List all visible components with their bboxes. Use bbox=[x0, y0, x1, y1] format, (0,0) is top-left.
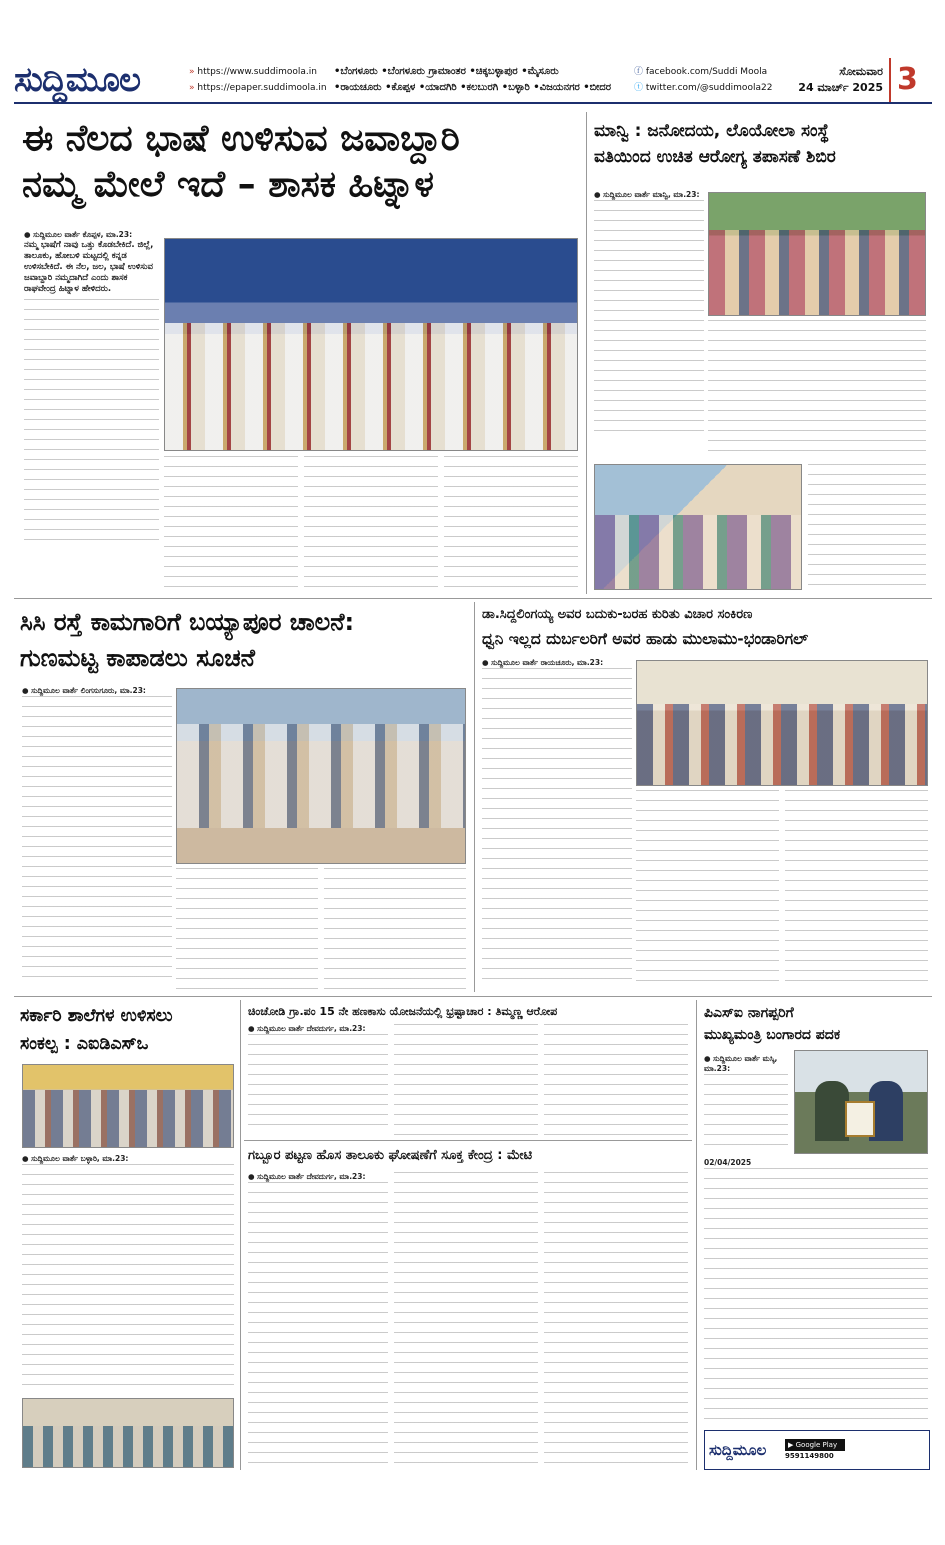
cc-road-byline: ● ಸುದ್ದಿಮೂಲ ವಾರ್ತೆ ಲಿಂಗಸುಗೂರು, ಮಾ.23: bbox=[22, 686, 146, 695]
lead-headline-line1: ಈ ನೆಲದ ಭಾಷೆ ಉಳಿಸುವ ಜವಾಬ್ದಾರಿ bbox=[22, 118, 460, 159]
manvi-byline: ● ಸುದ್ದಿಮೂಲ ವಾರ್ತೆ ಮಾನ್ವಿ, ಮಾ.23: bbox=[594, 190, 700, 199]
manvi-headline bbox=[594, 118, 932, 170]
seminar-byline: ● ಸುದ್ದಿಮೂಲ ವಾರ್ತೆ ರಾಯಚೂರು, ಮಾ.23: bbox=[482, 658, 604, 667]
city-editions bbox=[334, 58, 634, 102]
psi-photo bbox=[794, 1050, 928, 1154]
psi-headline-line1: ಪಿಎಸ್‌ಐ ನಾಗಪ್ಪರಿಗೆ bbox=[704, 1005, 794, 1021]
seminar-body-col1 bbox=[482, 658, 632, 988]
page-number: 3 bbox=[889, 58, 932, 102]
schools-headline bbox=[20, 1002, 236, 1058]
lead-headline-line2: ನಮ್ಮ ಮೇಲೆ ಇದೆ – ಶಾಸಕ ಹಿಟ್ನಾಳ bbox=[22, 164, 434, 205]
chincholi-article bbox=[244, 1000, 692, 1138]
lead-byline: ● ಸುದ್ದಿಮೂಲ ವಾರ್ತೆ ಕೊಪ್ಪಳ, ಮಾ.23: bbox=[24, 230, 133, 239]
psi-article bbox=[700, 1000, 932, 1428]
cc-road-article bbox=[14, 602, 470, 992]
ad-phone: 9591149800 bbox=[785, 1452, 834, 1460]
chincholi-body-cols bbox=[394, 1024, 688, 1136]
seminar-article bbox=[478, 602, 932, 992]
issue-day: ಸೋಮವಾರ bbox=[839, 65, 883, 78]
masthead bbox=[14, 58, 932, 104]
google-play-badge[interactable] bbox=[785, 1439, 845, 1451]
issue-date-text: 24 ಮಾರ್ಚ್ 2025 bbox=[798, 81, 883, 94]
cc-road-photo bbox=[176, 688, 466, 864]
city-list-2: •ರಾಯಚೂರು •ಕೊಪ್ಪಳ •ಯಾದಗಿರಿ •ಕಲಬುರಗಿ •ಬಳ್ಳಾರಿ •ವಿಜಯನಗರ •ಬೀದರ bbox=[334, 82, 611, 93]
psi-body bbox=[704, 1158, 928, 1426]
app-ad[interactable] bbox=[704, 1430, 930, 1470]
seminar-kicker: ಡಾ.ಸಿದ್ದಲಿಂಗಯ್ಯ ಅವರ ಬದುಕು-ಬರಹ ಕುರಿತು ವಿಚಾರ ಸಂಕಿರಣ bbox=[482, 607, 753, 622]
ad-info bbox=[785, 1439, 929, 1461]
gabbur-body-col1 bbox=[248, 1172, 388, 1468]
manvi-headline-line2: ವತಿಯಿಂದ ಉಚಿತ ಆರೋಗ್ಯ ತಪಾಸಣೆ ಶಿಬಿರ bbox=[594, 147, 836, 167]
manvi-body-col2 bbox=[708, 320, 926, 458]
store-label: Google Play bbox=[795, 1441, 838, 1449]
psi-headline-line2: ಮುಖ್ಯಮಂತ್ರಿ ಬಂಗಾರದ ಪದಕ bbox=[704, 1027, 841, 1043]
schools-photo-1 bbox=[22, 1064, 234, 1148]
seminar-headline: ಧ್ವನಿ ಇಲ್ಲದ ದುರ್ಬಲರಿಗೆ ಅವರ ಹಾಡು ಮುಲಾಮು-ಭಂಡಾರಿಗಲ್ bbox=[482, 630, 809, 648]
manvi-headline-line1: ಮಾನ್ವಿ : ಜನೋದಯ, ಲೊಯೋಲಾ ಸಂಸ್ಥೆ bbox=[594, 121, 830, 141]
cc-road-headline-line2: ಗುಣಮಟ್ಟ ಕಾಪಾಡಲು ಸೂಚನೆ bbox=[20, 644, 255, 672]
schools-body bbox=[22, 1154, 234, 1392]
psi-date: 02/04/2025 bbox=[704, 1158, 752, 1167]
gabbur-article bbox=[244, 1144, 692, 1470]
newspaper-logo: ಸುದ್ದಿಮೂಲ bbox=[14, 60, 140, 100]
lead-article bbox=[14, 112, 582, 594]
website-url[interactable]: » https://www.suddimoola.in bbox=[189, 64, 334, 80]
seminar-photo bbox=[636, 660, 928, 786]
cc-road-body-col1 bbox=[22, 686, 172, 990]
epaper-url[interactable]: » https://epaper.suddimoola.in bbox=[189, 80, 334, 96]
schools-headline-line1: ಸರ್ಕಾರಿ ಶಾಲೆಗಳ ಉಳಿಸಲು bbox=[20, 1006, 173, 1026]
twitter-text: twitter.com/@suddimoola22 bbox=[645, 83, 773, 93]
cc-road-headline bbox=[20, 604, 470, 676]
lead-photo bbox=[164, 238, 578, 451]
schools-photo-2 bbox=[22, 1398, 234, 1468]
gabbur-headline: ಗಬ್ಬೂರ ಪಟ್ಟಣ ಹೊಸ ತಾಲೂಕು ಘೋಷಣೆಗೆ ಸೂಕ್ತ ಕೇಂದ್ರ : ಮೇಟಿ bbox=[248, 1148, 533, 1163]
lead-headline bbox=[22, 116, 582, 208]
schools-headline-line2: ಸಂಕಲ್ಪ : ಎಐಡಿಎಸ್‌ಒ bbox=[20, 1034, 149, 1054]
gabbur-byline: ● ಸುದ್ದಿಮೂಲ ವಾರ್ತೆ ದೇವದುರ್ಗ, ಮಾ.23: bbox=[248, 1172, 366, 1181]
chincholi-byline: ● ಸುದ್ದಿಮೂಲ ವಾರ್ತೆ ದೇವದುರ್ಗ, ಮಾ.23: bbox=[248, 1024, 366, 1033]
facebook-icon: ⓕ bbox=[634, 67, 646, 77]
issue-date bbox=[794, 58, 889, 102]
lead-intro: ನಮ್ಮ ಭಾಷೆಗೆ ನಾವು ಒತ್ತು ಕೊಡಬೇಕಿದೆ. ಜಿಲ್ಲೆ, ತಾಲೂಕು, ಹೋಬಳಿ ಮಟ್ಟದಲ್ಲಿ ಕನ್ನಡ ಉಳಿಸಬೇಕಿದೆ. ಈ ನೆಲ, ಜಲ, ಭಾಷೆ ಉಳಿಸುವ ಜವಾಬ್ದಾರಿ ನಮ್ಮದಾಗಿದೆ ಎಂದು ಶಾಸಕ ರಾಘವೇಂದ್ರ ಹಿಟ್ನಾಳ ಹೇಳಿದರು. bbox=[24, 240, 154, 294]
psi-headline bbox=[704, 1002, 932, 1046]
website-links bbox=[189, 58, 334, 102]
schools-byline: ● ಸುದ್ದಿಮೂಲ ವಾರ್ತೆ ಬಳ್ಳಾರಿ, ಮಾ.23: bbox=[22, 1154, 129, 1163]
manvi-body-col3 bbox=[808, 464, 926, 590]
chincholi-body-col1 bbox=[248, 1024, 388, 1136]
ad-logo: ಸುದ್ದಿಮೂಲ bbox=[709, 1441, 767, 1459]
manvi-photo-2 bbox=[594, 464, 802, 590]
manvi-body-col1 bbox=[594, 190, 704, 458]
seminar-body-cols bbox=[636, 790, 928, 988]
manvi-article bbox=[590, 112, 932, 594]
play-icon: ▶ bbox=[788, 1441, 796, 1449]
facebook-link[interactable] bbox=[634, 64, 794, 80]
twitter-link[interactable] bbox=[634, 80, 794, 96]
lead-body-col1 bbox=[24, 230, 159, 592]
facebook-text: facebook.com/Suddi Moola bbox=[645, 67, 768, 77]
gabbur-body-cols bbox=[394, 1172, 688, 1468]
lead-body-cols bbox=[164, 456, 578, 592]
cc-road-body-cols bbox=[176, 868, 466, 990]
psi-byline: ● ಸುದ್ದಿಮೂಲ ವಾರ್ತೆ ಮಸ್ಕಿ, ಮಾ.23: bbox=[704, 1054, 778, 1073]
psi-body-col1 bbox=[704, 1054, 788, 1150]
chincholi-headline: ಚಿಂಚೋಡಿ ಗ್ರಾ.ಪಂ 15 ನೇ ಹಣಕಾಸು ಯೋಜನೆಯಲ್ಲಿ ಭ್ರಷ್ಟಾಚಾರ : ತಿಮ್ಮಣ್ಣ ಆರೋಪ bbox=[248, 1005, 558, 1018]
city-list-1: •ಬೆಂಗಳೂರು •ಬೆಂಗಳೂರು ಗ್ರಾಮಾಂತರ •ಚಿಕ್ಕಬಳ್ಳಾಪುರ •ಮೈಸೂರು bbox=[334, 66, 559, 77]
social-links bbox=[634, 58, 794, 102]
cc-road-headline-line1: ಸಿಸಿ ರಸ್ತೆ ಕಾಮಗಾರಿಗೆ ಬಯ್ಯಾಪೂರ ಚಾಲನೆ: bbox=[20, 608, 355, 636]
schools-article bbox=[14, 1000, 236, 1470]
twitter-icon: ⓣ bbox=[634, 83, 646, 93]
manvi-photo-1 bbox=[708, 192, 926, 316]
